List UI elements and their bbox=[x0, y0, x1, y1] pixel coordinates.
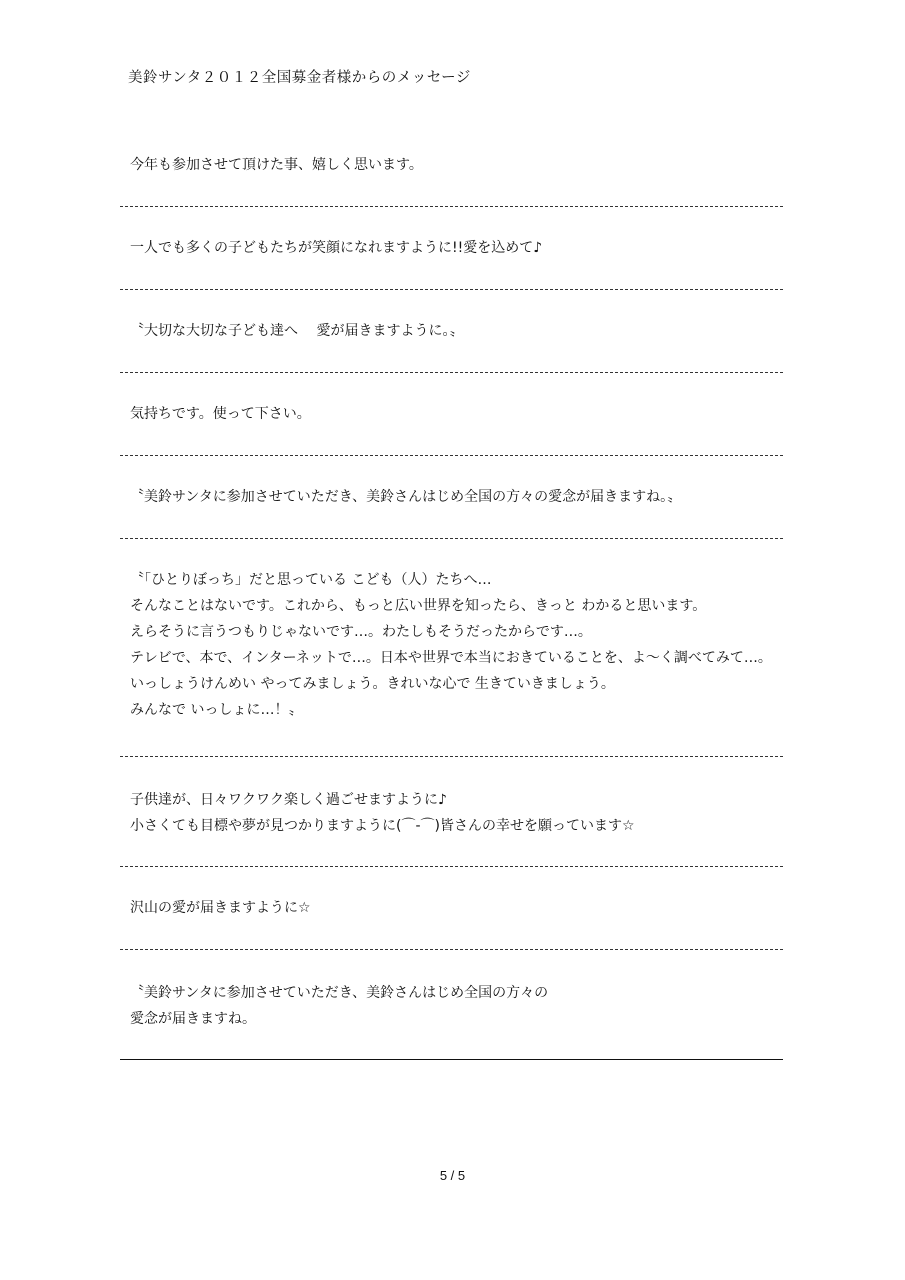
message-line: そんなことはないです。これから、もっと広い世界を知ったら、きっと わかると思います。 bbox=[130, 598, 707, 614]
message-entry bbox=[130, 152, 423, 178]
divider-line bbox=[120, 289, 783, 290]
message-line: えらそうに言うつもりじゃないです…。わたしもそうだったからです…。 bbox=[130, 624, 592, 640]
message-entry bbox=[130, 567, 772, 723]
message-line: 愛念が届きますね。 bbox=[130, 1011, 256, 1027]
message-line: 〝大切な大切な子ども達へ 愛が届きますように。〟 bbox=[130, 323, 464, 339]
message-entry bbox=[130, 484, 681, 510]
message-line: 一人でも多くの子どもたちが笑顔になれますように!!愛を込めて♪ bbox=[130, 240, 543, 256]
divider-line bbox=[120, 756, 783, 757]
divider-line bbox=[120, 949, 783, 950]
page-number: 5 / 5 bbox=[439, 1168, 466, 1183]
message-line: いっしょうけんめい やってみましょう。きれいな心で 生きていきましょう。 bbox=[130, 676, 615, 692]
divider-line bbox=[120, 206, 783, 207]
message-line: 小さくても目標や夢が見つかりますように(⌒-⌒)皆さんの幸せを願っています☆ bbox=[130, 818, 635, 834]
message-line: みんなで いっしょに…！〟 bbox=[130, 702, 303, 718]
divider-line bbox=[120, 455, 783, 456]
message-line: 沢山の愛が届きますように☆ bbox=[130, 900, 311, 916]
message-entry bbox=[130, 318, 463, 344]
message-line: 〝美鈴サンタに参加させていただき、美鈴さんはじめ全国の方々の bbox=[130, 985, 549, 1001]
page-title: 美鈴サンタ２０１２全国募金者様からのメッセージ bbox=[128, 70, 471, 86]
message-entry bbox=[130, 980, 548, 1032]
message-line: 子供達が、日々ワクワク楽しく過ごせますように♪ bbox=[130, 792, 447, 808]
message-line: 気持ちです。使って下さい。 bbox=[130, 406, 311, 422]
message-line: 〝「ひとりぼっち」だと思っている こども（人）たちへ… bbox=[130, 572, 492, 588]
message-line: 今年も参加させて頂けた事、嬉しく思います。 bbox=[130, 157, 423, 173]
message-line: テレビで、本で、インターネットで…。日本や世界で本当におきていることを、よ～く調べてみて…。 bbox=[130, 650, 772, 666]
message-entry bbox=[130, 895, 311, 921]
divider-line bbox=[120, 866, 783, 867]
divider-line bbox=[120, 372, 783, 373]
message-entry bbox=[130, 401, 311, 427]
message-entry bbox=[130, 235, 542, 261]
divider-line bbox=[120, 538, 783, 539]
message-line: 〝美鈴サンタに参加させていただき、美鈴さんはじめ全国の方々の愛念が届きますね。〟 bbox=[130, 489, 682, 505]
end-rule bbox=[120, 1059, 783, 1060]
message-entry bbox=[130, 787, 635, 839]
